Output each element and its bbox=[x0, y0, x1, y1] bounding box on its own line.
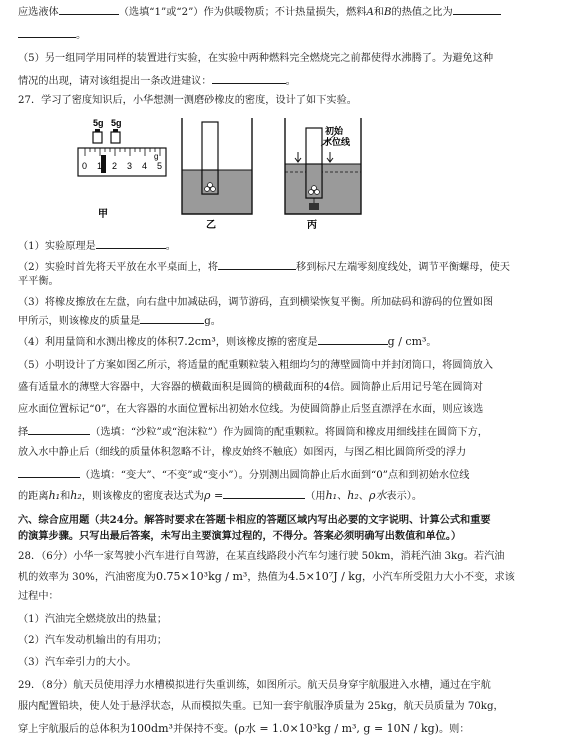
container-bing bbox=[285, 118, 361, 214]
text: 和 bbox=[373, 7, 385, 18]
text-line bbox=[18, 424, 549, 440]
formula: 4.5×10⁷J / kg bbox=[288, 570, 363, 583]
formula: 0.75×10³kg / m³ bbox=[155, 570, 248, 583]
text: （2）实验时首先将天平放在水平桌面上，将 bbox=[18, 262, 219, 273]
text-line: 盛有适量水的薄壁大容器中，大容器的横截面积是圆筒的横截面积的4倍。圆筒静止后用记号笔在圆筒对 bbox=[18, 382, 483, 393]
formula: ρ = bbox=[204, 489, 224, 502]
annotation-label: 初始 bbox=[325, 127, 344, 137]
text: ，则该橡皮的密度表达式为 bbox=[81, 491, 204, 502]
question-28: 28．（6分）小华一家驾驶小汽车进行自驾游，在某直线路段小汽车匀速行驶 50km，消耗汽油 3kg。若汽油 bbox=[18, 551, 505, 562]
text: （选填“1”或“2”）作为供暖物质；不计热量损失，燃料 bbox=[118, 7, 367, 18]
text: 穿上宇航服后的总体积为 bbox=[18, 724, 131, 735]
formula: 100dm³ bbox=[130, 722, 173, 735]
text: （用 bbox=[305, 491, 326, 502]
answer-blank bbox=[18, 27, 76, 38]
text: A bbox=[366, 7, 374, 18]
text: （选填：“变大”、“不变”或“变小”）。分别测出圆筒静止后水面到“0”点和到初始水位线 bbox=[80, 470, 470, 481]
text-line bbox=[18, 467, 549, 483]
formula: 7.2cm³ bbox=[177, 335, 216, 348]
text-line: 服内配置铅块，使人处于悬浮状态，从而模拟失重。已知一套宇航服净质量为 25kg，航天员质量为 70kg， bbox=[18, 701, 504, 712]
text-line: （1）汽油完全燃烧放出的热量； bbox=[18, 614, 168, 625]
text-line: 放入水中静止后（细线的质量体积忽略不计，橡皮始终不触底）如图丙，与图乙相比圆筒所受的浮力 bbox=[18, 447, 467, 458]
answer-blank bbox=[212, 73, 286, 84]
experiment-figures bbox=[0, 112, 567, 232]
text-line bbox=[18, 259, 549, 275]
text: （4）利用量筒和水测出橡皮的体积 bbox=[18, 337, 178, 348]
text: 。 bbox=[426, 337, 437, 348]
text: 应选液体 bbox=[18, 7, 59, 18]
text-line: 。 bbox=[18, 27, 549, 43]
section-heading: 六、综合应用题（共24分。解答时要求在答题卡相应的答题区域内写出必要的文字说明、计算公式和重要 bbox=[18, 514, 491, 526]
section-heading: 的演算步骤。只写出最后答案，未写出主要演算过程的，不得分。答案必须明确写出数值和单位。） bbox=[18, 530, 462, 542]
text: 移到标尺左端零刻度线处，调节平衡螺母，使天 bbox=[296, 262, 510, 273]
unit: g / cm³ bbox=[387, 335, 427, 348]
tick-label: 4 bbox=[142, 161, 148, 171]
container-yi bbox=[182, 118, 252, 214]
answer-blank bbox=[318, 334, 388, 345]
question-29: 29．（8分）航天员使用浮力水槽模拟进行失重训练，如图所示。航天员身穿宇航服进入水槽，通过在宇航 bbox=[18, 680, 491, 691]
text-line: （1）实验原理是 。 bbox=[18, 238, 549, 254]
answer-blank bbox=[223, 488, 305, 499]
figure-label-bing: 丙 bbox=[307, 220, 317, 231]
text: 并保持不变。 bbox=[172, 724, 235, 735]
text: 甲所示，则该橡皮的质量是 bbox=[18, 316, 141, 327]
text-line: 平平衡。 bbox=[18, 276, 59, 287]
answer-blank bbox=[28, 424, 90, 435]
text-line bbox=[18, 313, 549, 329]
tick-label: 3 bbox=[127, 161, 133, 171]
formula: (ρ水 = 1.0×10³kg / m³, g = 10N / kg) bbox=[234, 722, 439, 735]
text: 情况的出现，请对该组提出一条改进建议： bbox=[18, 76, 212, 87]
balance-scale bbox=[78, 148, 166, 176]
text-line: （5）另一组同学用同样的装置进行实验，在实验中两种燃料完全燃烧完之前都使得水沸腾了。为避免这种 bbox=[18, 53, 494, 64]
text: （选填：“沙粒”或“泡沫粒”）作为圆筒的配重颗粒。将圆筒和橡皮用细线挂在圆筒下方， bbox=[90, 427, 488, 438]
text-line bbox=[18, 722, 549, 737]
text-line: 的距离h₁和h₂，则该橡皮的密度表达式为ρ = （用h₁、h₂、ρ水表示）。 bbox=[18, 489, 423, 502]
figure-group bbox=[0, 112, 567, 232]
text: ，热值为 bbox=[247, 572, 289, 583]
answer-blank bbox=[140, 313, 204, 324]
text: 机的效率为 30%，汽油密度为 bbox=[18, 572, 156, 583]
tick-label: 2 bbox=[112, 161, 118, 171]
text-line: 过程中： bbox=[18, 591, 59, 602]
text: g。 bbox=[204, 316, 221, 327]
text: 。则： bbox=[438, 724, 470, 735]
tick-label: 1 bbox=[97, 161, 103, 171]
question-27: 27．学习了密度知识后，小华想测一测磨砂橡皮的密度，设计了如下实验。 bbox=[18, 95, 357, 106]
figure-label-jia: 甲 bbox=[98, 209, 108, 220]
text: ，小汽车所受阻力大小不变，求该 bbox=[362, 572, 515, 583]
text-line: （5）小明设计了方案如图乙所示，将适量的配重颗粒装入粗细均匀的薄壁圆筒中并封闭筒口，将圆筒放入 bbox=[18, 360, 494, 371]
tick-label: 0 bbox=[82, 161, 88, 171]
text: B bbox=[384, 7, 392, 18]
unit-label: g bbox=[154, 152, 159, 161]
text-line bbox=[18, 570, 549, 585]
answer-blank bbox=[18, 467, 80, 478]
text: 表示）。 bbox=[386, 491, 423, 502]
mass-label: 5g bbox=[93, 118, 104, 128]
annotation-label: 水位线 bbox=[323, 138, 351, 148]
figure-label-yi: 乙 bbox=[206, 220, 216, 231]
text: 的距离 bbox=[18, 491, 49, 502]
text-line: 情况的出现，请对该组提出一条改进建议： 。 bbox=[18, 73, 549, 89]
text-line bbox=[18, 4, 549, 20]
text-line: （2）汽车发动机输出的有用功； bbox=[18, 635, 168, 646]
mass-label: 5g bbox=[111, 118, 122, 128]
answer-blank bbox=[453, 4, 501, 15]
tick-label: 5 bbox=[157, 161, 163, 171]
text-line bbox=[18, 334, 549, 350]
text: 择 bbox=[18, 427, 29, 438]
text: （1）实验原理是 bbox=[18, 241, 96, 252]
answer-blank bbox=[96, 238, 166, 249]
weight-icon bbox=[93, 129, 120, 143]
answer-blank bbox=[218, 259, 296, 270]
text-line: （3）将橡皮擦放在左盘，向右盘中加减砝码，调节游码，直到横梁恢复平衡。所加砝码和游码的位置如图 bbox=[18, 297, 494, 308]
text: 的热值之比为 bbox=[391, 7, 453, 18]
text-line: 应水面位置标记“0”，在大容器的水面位置标出初始水位线。为使圆筒静止后竖直漂浮在水面，则应该选 bbox=[18, 404, 484, 415]
text: ，则该橡皮擦的密度是 bbox=[215, 337, 318, 348]
answer-blank bbox=[59, 4, 119, 15]
text-line: （3）汽车牵引力的大小。 bbox=[18, 657, 137, 668]
